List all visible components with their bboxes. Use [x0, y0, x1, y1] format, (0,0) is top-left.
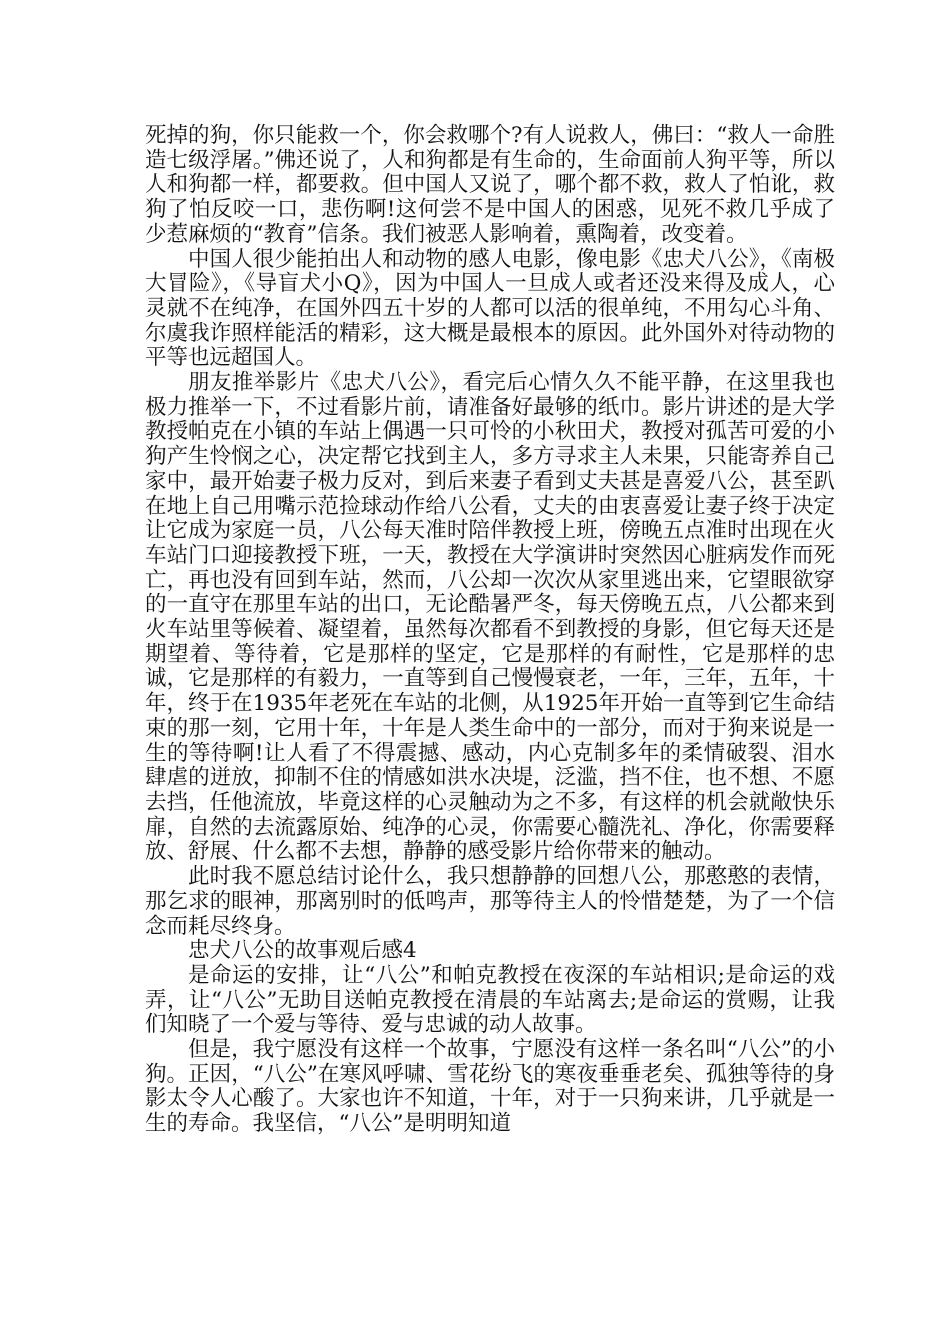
document-page [145, 124, 835, 1137]
paragraph-5: 是命运的安排，让“八公”和帕克教授在夜深的车站相识;是命运的戏弄，让“八公”无助目送帕克教授在清晨的车站离去;是命运的赏赐，让我们知晓了一个爱与等待、爱与忠诚的动人故事。 [145, 962, 835, 1038]
paragraph-2: 中国人很少能拍出人和动物的感人电影，像电影《忠犬八公》，《南极大冒险》，《导盲犬小Q》，因为中国人一旦成人或者还没来得及成人，心灵就不在纯净，在国外四五十岁的人都可以活的很单纯，不用勾心斗角、尔虞我诈照样能活的精彩，这大概是最根本的原因。此外国外对待动物的平等也远超国人。 [145, 246, 835, 371]
paragraph-1: 死掉的狗，你只能救一个，你会救哪个?有人说救人，佛曰：“救人一命胜造七级浮屠。”佛还说了，人和狗都是有生命的，生命面前人狗平等，所以人和狗都一样，都要救。但中国人又说了，哪个都不救，救人了怕讹，救狗了怕反咬一口，悲伤啊!这何尝不是中国人的困惑，见死不救几乎成了少惹麻烦的“教育”信条。我们被恶人影响着，熏陶着，改变着。 [145, 123, 835, 247]
paragraph-3: 朋友推举影片《忠犬八公》，看完后心情久久不能平静，在这里我也极力推举一下，不过看影片前，请准备好最够的纸巾。影片讲述的是大学教授帕克在小镇的车站上偶遇一只可怜的小秋田犬，教授对孤苦可爱的小狗产生怜悯之心，决定帮它找到主人，多方寻求主人未果，只能寄养自己家中，最开始妻子极力反对，到后来妻子看到丈夫甚是喜爱八公，甚至趴在地上自己用嘴示范捡球动作给八公看，丈夫的由衷喜爱让妻子终于决定让它成为家庭一员，八公每天准时陪伴教授上班，傍晚五点准时出现在火车站门口迎接教授下班，一天，教授在大学演讲时突然因心脏病发作而死亡，再也没有回到车站，然而，八公却一次次从家里逃出来，它望眼欲穿的一直守在那里车站的出口，无论酷暑严冬，每天傍晚五点，八公都来到火车站里等候着、凝望着，虽然每次都看不到教授的身影，但它每天还是期望着、等待着，它是那样的坚定，它是那样的有耐性，它是那样的忠诚，它是那样的有毅力，一直等到自己慢慢衰老，一年，三年，五年，十年，终于在1935年老死在车站的北侧，从1925年开始一直等到它生命结束的那一刻，它用十年，十年是人类生命中的一部分，而对于狗来说是一生的等待啊!让人看了不得震撼、感动，内心克制多年的柔情破裂、泪水肆虐的迸放，抑制不住的情感如洪水决堤，泛滥，挡不住，也不想、不愿去挡，任他流放，毕竟这样的心灵触动为之不多，有这样的机会就敞快乐扉，自然的去流露原始、纯净的心灵，你需要心髓洗礼、净化，你需要释放、舒展、什么都不去想，静静的感受影片给你带来的触动。 [145, 370, 835, 865]
section-heading: 忠犬八公的故事观后感4 [188, 938, 417, 964]
paragraph-6: 但是，我宁愿没有这样一个故事，宁愿没有这样一条名叫“八公”的小狗。正因，“八公”在寒风呼啸、雪花纷飞的寒夜垂垂老矣、孤独等待的身影太令人心酸了。大家也许不知道，十年，对于一只狗来讲，几乎就是一生的寿命。我坚信，“八公”是明明知道 [145, 1037, 835, 1137]
paragraph-4: 此时我不愿总结讨论什么，我只想静静的回想八公，那憨憨的表情，那乞求的眼神，那离别时的低鸣声，那等待主人的怜惜楚楚，为了一个信念而耗尽终身。 [145, 864, 835, 939]
